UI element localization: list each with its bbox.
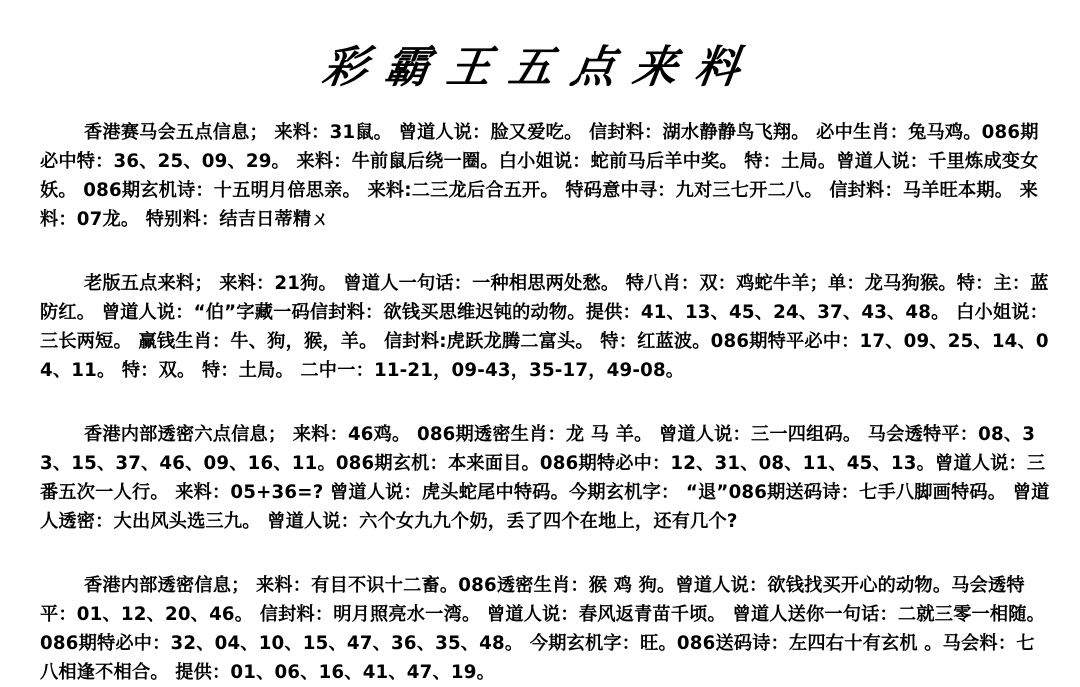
paragraph-hk-internal-six-point: 香港内部透密六点信息； 来料：46鸡。 086期透密生肖：龙 马 羊。 曾道人说：三一四组码。 马会透特平：08、33、15、37、46、09、16、11。086期玄机：本来面目。086期特必中：12、31、08、11、45、13。曾道人说：三番五次一人行。 来料：05+36=? 曾道人说：虎头蛇尾中特码。今期玄机字： “退”086期送码诗：七手八脚画特码。 曾道人透密：大出风头选三九。 曾道人说：六个女九九个奶，丢了四个在地上，还有几个? (40, 424, 1050, 532)
paragraph-old-version-info: 老版五点来料； 来料：21狗。 曾道人一句话：一种相思两处愁。 特八肖：双：鸡蛇牛羊；单：龙马狗猴。特：主：蓝防红。 曾道人说：“伯”字藏一码信封料：欲钱买思维迟钝的动物。提供：41、13、45、24、37、43、48。 白小姐说：三长两短。 赢钱生肖：牛、狗，猴，羊。 信封料:虎跃龙腾二富头。 特：红蓝波。086期特平必中：17、09、25、14、04、11。 特：双。 特：土局。 二中一：11-21，09-43，35-17，49-08。 (40, 273, 1049, 381)
page-title: 彩霸王五点来料 (319, 42, 761, 93)
paragraph-hk-jockey-club-info: 香港赛马会五点信息； 来料：31鼠。 曾道人说：脸又爱吃。 信封料：湖水静静鸟飞翔。 必中生肖：兔马鸡。086期必中特：36、25、09、29。 来料：牛前鼠后绕一圈。白小姐说：蛇前马后羊中奖。 特：土局。曾道人说：千里炼成变女妖。 086期玄机诗：十五明月倍思亲。 来料:二三龙后合五开。 特码意中寻：九对三七开二八。 信封料：马羊旺本期。 来料：07龙。 特别料：结吉日蒂精ㄨ (40, 122, 1039, 230)
paragraph-hk-internal-info: 香港内部透密信息； 来料：有目不识十二畜。086透密生肖：猴 鸡 狗。曾道人说：欲钱找买开心的动物。马会透特平：01、12、20、46。 信封料：明月照亮水一湾。 曾道人说：春风返青苗千顷。 曾道人送你一句话：二就三零一相随。086期特必中：32、04、10、15、47、36、35、48。 今期玄机字：旺。086送码诗：左四右十有玄机 。马会料：七八相逢不相合。 提供：01、06、16、41、47、19。 (40, 575, 1046, 683)
content-body (40, 118, 1052, 687)
